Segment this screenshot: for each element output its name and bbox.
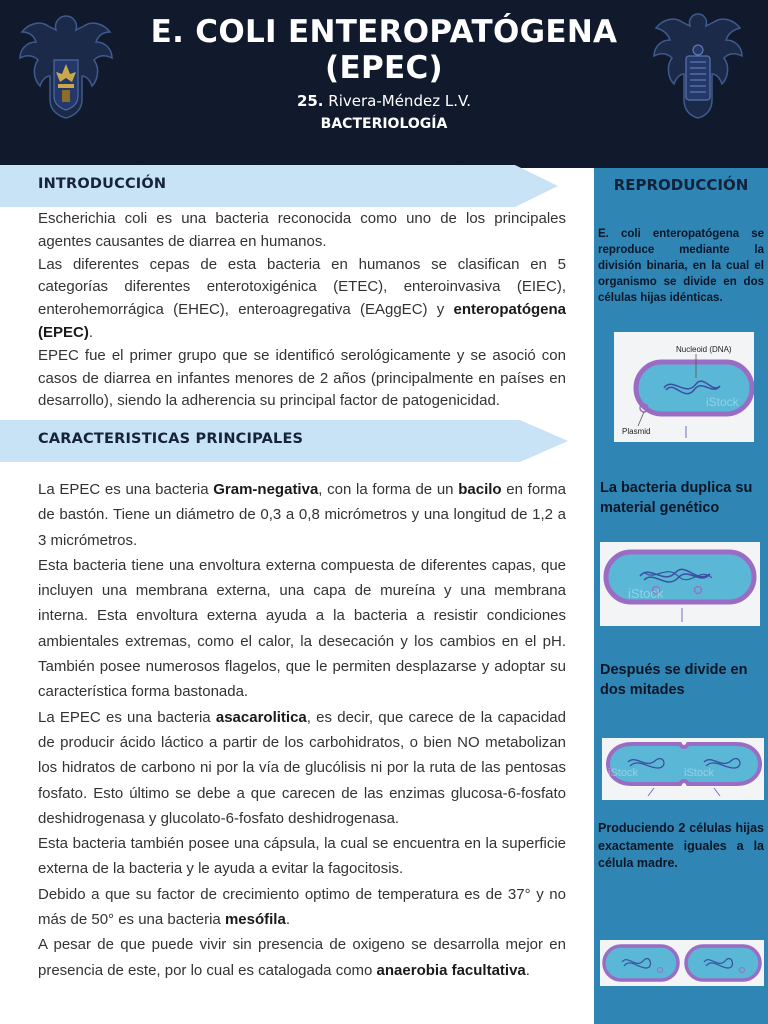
bacterium-diagram-image xyxy=(614,332,754,442)
char-p6-c: . xyxy=(525,961,530,979)
char-p1-bold-gram: Gram-negativa xyxy=(213,481,319,498)
char-p6-a: A pesar de que puede vivir sin presencia de oxigeno se desarrolla mejor en presencia de este, por lo cual es catalogada como xyxy=(38,936,566,979)
step-duplicate-text: La bacteria duplica su material genético xyxy=(600,480,753,516)
author-name: Rivera-Méndez L.V. xyxy=(328,92,472,110)
characteristics-banner xyxy=(0,420,570,462)
intro-p2-end: . xyxy=(88,323,94,341)
subject-label: BACTERIOLOGÍA xyxy=(320,116,448,132)
watermark-1: iStock xyxy=(706,395,739,409)
intro-heading: INTRODUCCIÓN xyxy=(38,176,167,192)
daughter-cells-image xyxy=(600,940,764,986)
char-p3-c: , es decir, que carece de la capacidad de producir ácido láctico a partir de los carbohidratos, o bien NO metabolizan los hidratos de carbono ni por la vía de glucólisis ni por la ruta de las pentosas fosfato. Esto último se debe a que carecen de las enzimas glucosa-6-fosfato deshidrogenasa y glucolato-6-fosfato deshidrogenasa. xyxy=(38,708,566,827)
char-p1-bold-bacilo: bacilo xyxy=(458,481,502,498)
char-p5-c: . xyxy=(285,911,290,929)
author-line xyxy=(110,92,658,110)
char-p5-a: Debido a que su factor de crecimiento optimo de temperatura es de 37° y no más de 50° es una bacteria xyxy=(38,885,566,929)
step-divide-text: Después se divide en dos mitades xyxy=(600,662,748,698)
title-line-1: E. COLI ENTEROPATÓGENA xyxy=(150,14,618,50)
char-p5-bold: mesófila xyxy=(224,911,286,929)
step-daughter-cells-text: Produciendo 2 células hijas exactamente iguales a la célula madre. xyxy=(598,821,764,870)
author-number: 25. xyxy=(296,92,324,110)
char-paragraph-2: Esta bacteria tiene una envoltura externa compuesta de diferentes capas, que incluyen una membrana externa, una capa de mureína y una membrana interna. Esta envoltura externa ayuda a la bacteria a resistir condiciones ambientales extremas, como el calor, la desecación y los cambios en el pH. También posee numerosos flagelos, que le permiten desplazarse y adoptar su característica forma bastonada. xyxy=(38,556,566,701)
label-plasmid: Plasmid xyxy=(622,427,651,436)
characteristics-text xyxy=(38,477,566,983)
char-paragraph-1 xyxy=(38,477,566,553)
char-p6-bold: anaerobia facultativa xyxy=(376,961,526,979)
char-p1-c: , con la forma de un xyxy=(318,481,459,498)
intro-p2-text: Las diferentes cepas de esta bacteria en humanos se clasifican en 5 categorías diferentes enterotoxigénica (ETEC), enteroinvasiva (EIEC), enterohemorrágica (EHEC), enteroagregativa (EAggEC) y xyxy=(38,255,566,319)
university-crest-right-icon xyxy=(650,10,746,122)
char-paragraph-3 xyxy=(38,705,566,831)
watermark-2: iStock xyxy=(628,586,664,601)
char-paragraph-5 xyxy=(38,882,566,933)
watermark-3b: iStock xyxy=(684,767,714,779)
cell-division-image xyxy=(602,738,764,800)
dna-duplication-image xyxy=(600,542,760,626)
char-p1-a: La EPEC es una bacteria xyxy=(38,481,214,498)
title-line-2: (EPEC) xyxy=(325,50,443,86)
intro-paragraph-2 xyxy=(38,254,566,345)
char-p3-bold: asacarolitica xyxy=(215,708,307,726)
university-crest-left-icon xyxy=(18,10,114,122)
char-paragraph-6 xyxy=(38,932,566,983)
poster-title xyxy=(110,14,658,86)
characteristics-heading: CARACTERISTICAS PRINCIPALES xyxy=(38,431,304,447)
intro-p2-bold: enteropatógena (EPEC) xyxy=(38,301,566,341)
intro-paragraph-1: Escherichia coli es una bacteria reconocida como uno de los principales agentes causantes de diarrea en humanos. xyxy=(38,210,566,250)
intro-paragraph-3: EPEC fue el primer grupo que se identificó serológicamente y se asoció con casos de diarrea en infantes menores de 2 años (principalmente en países en desarrollo), siendo la adherencia su principal factor de patogenicidad. xyxy=(38,346,566,410)
char-paragraph-4: Esta bacteria también posee una cápsula, la cual se encuentra en la superficie externa de la bacteria y le ayuda a evitar la fagocitosis. xyxy=(38,835,566,878)
label-nucleoid: Nucleoid (DNA) xyxy=(676,345,732,354)
char-p1-e: en forma de bastón. Tiene un diámetro de 0,3 a 0,8 micrómetros y una longitud de 1,2 a 3 micrómetros. xyxy=(38,481,566,549)
char-p3-a: La EPEC es una bacteria xyxy=(38,708,216,726)
reproduction-intro-text: E. coli enteropatógena se reproduce mediante la división binaria, en la cual el organismo se divide en dos células hijas idénticas. xyxy=(598,228,764,304)
intro-text xyxy=(38,208,566,413)
watermark-3a: iStock xyxy=(608,767,638,779)
reproduction-heading: REPRODUCCIÓN xyxy=(613,176,749,194)
intro-banner xyxy=(0,165,560,207)
